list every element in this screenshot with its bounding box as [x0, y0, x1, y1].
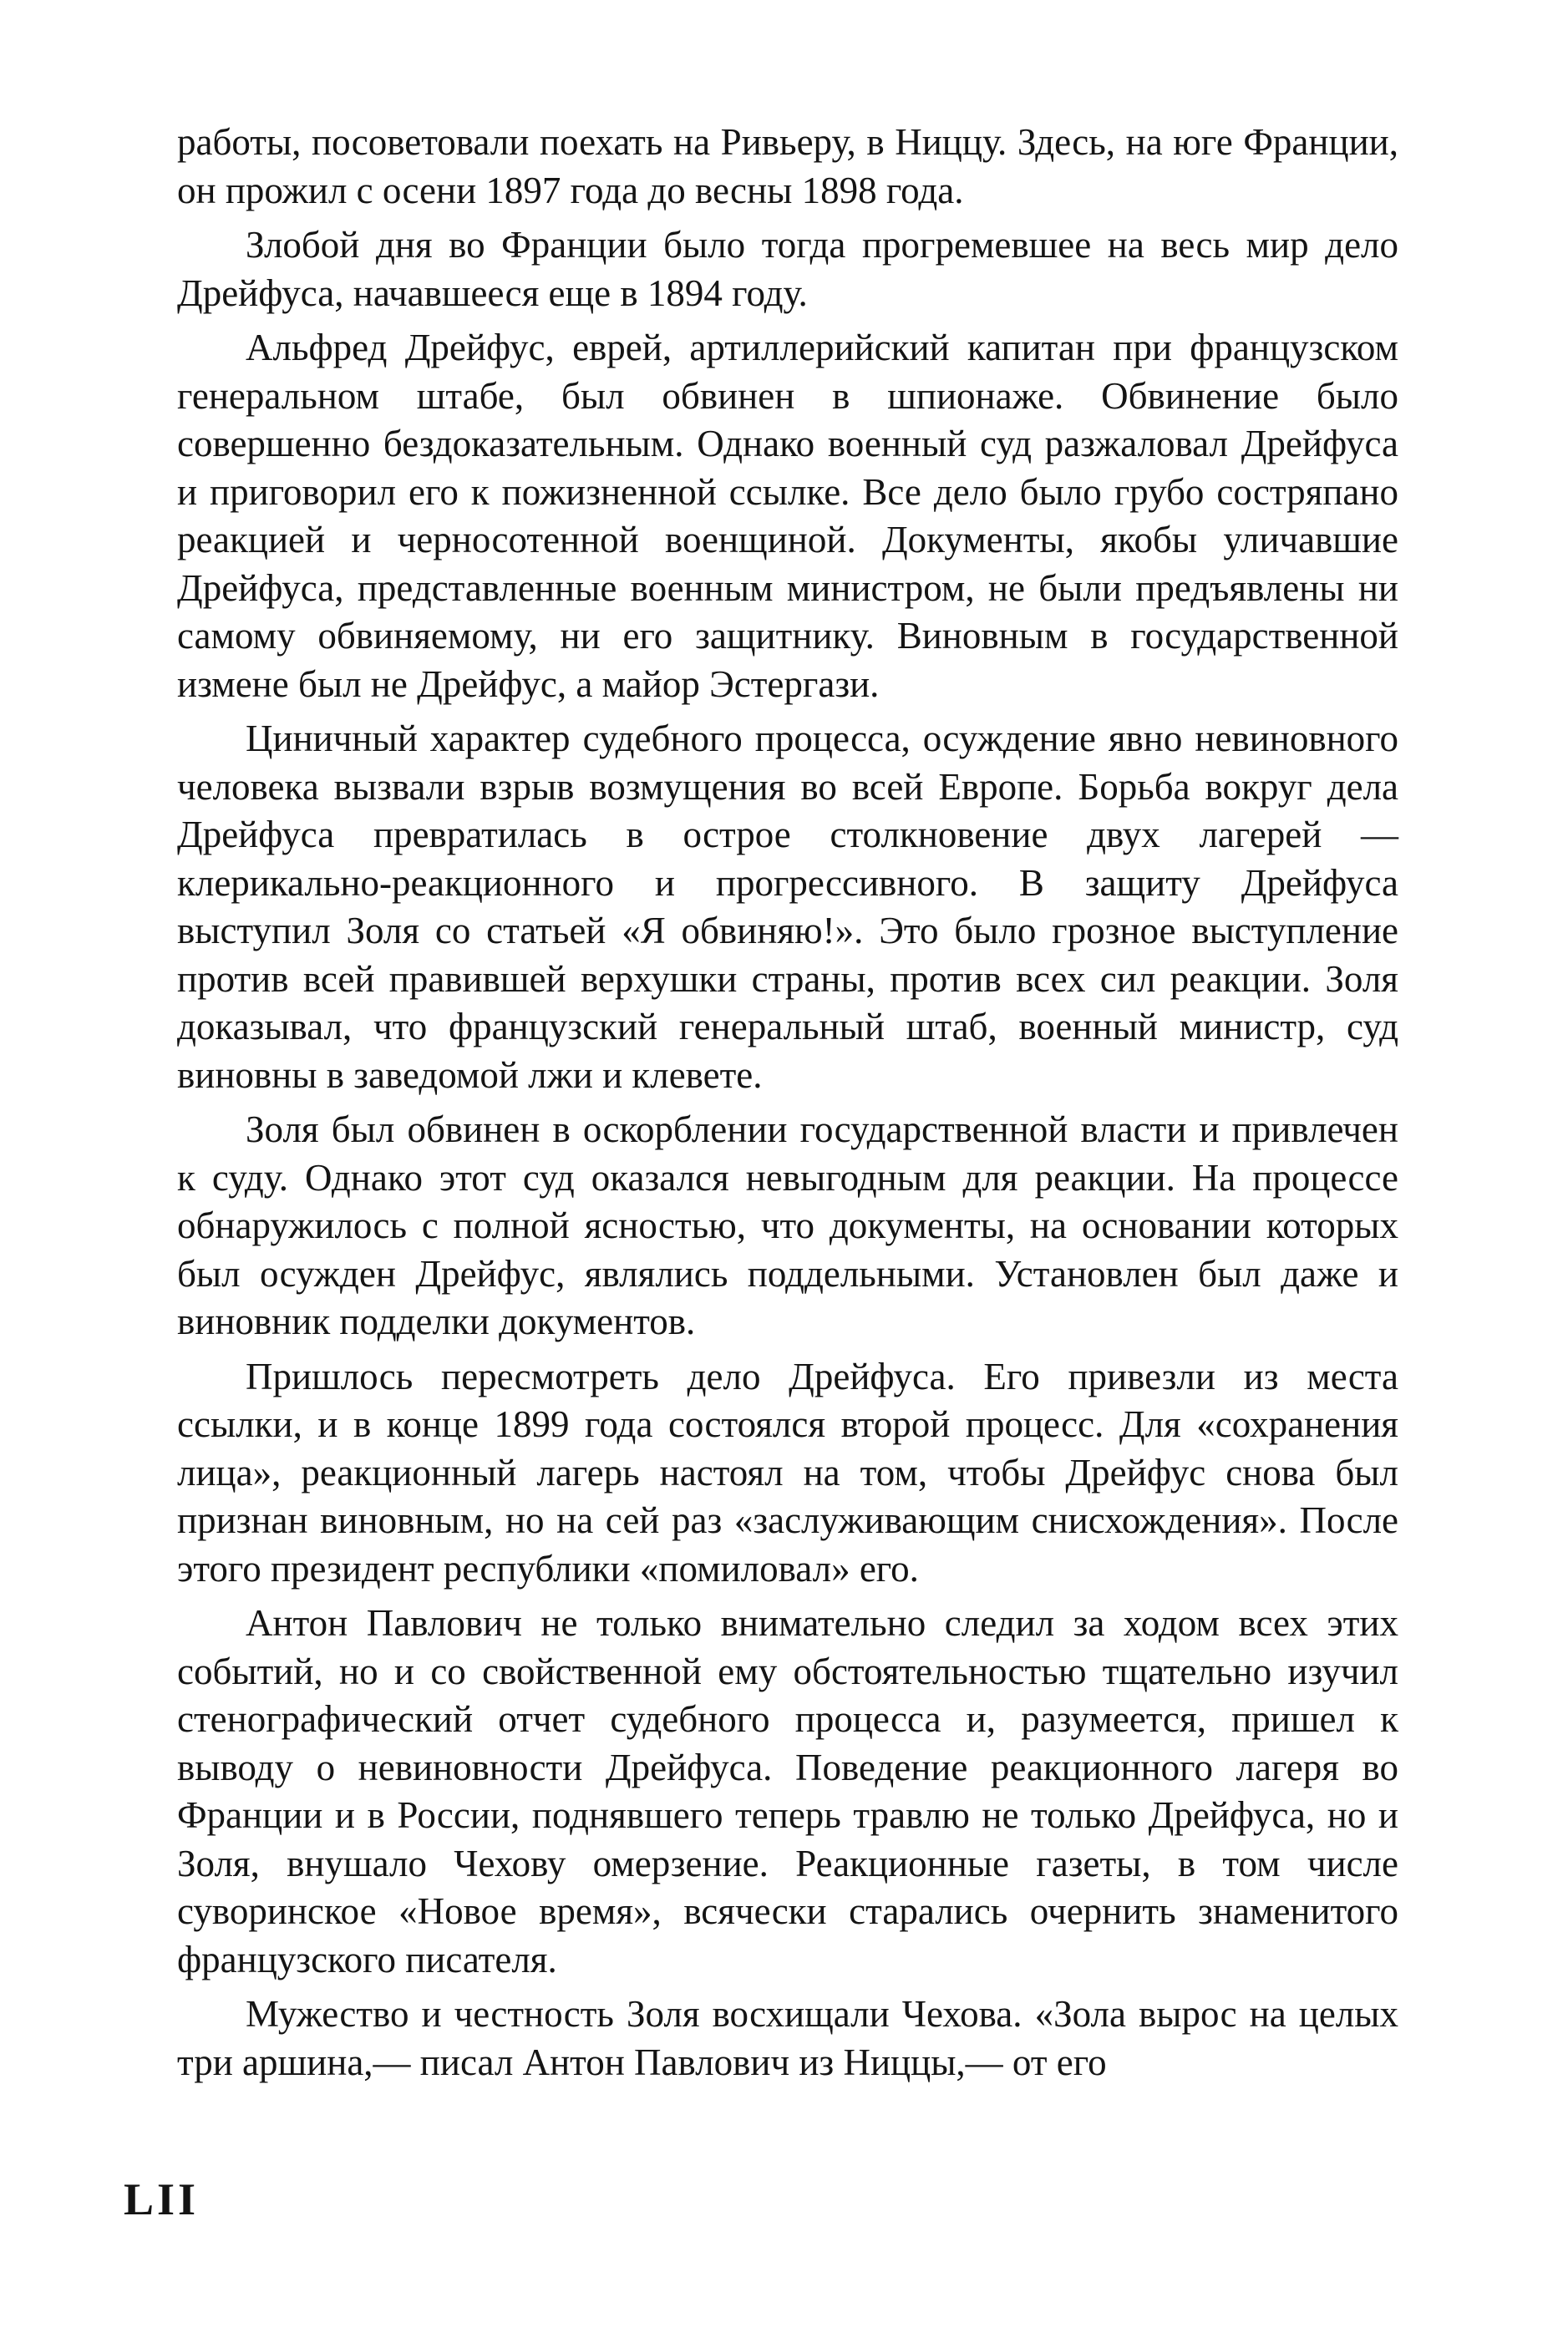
page-number: LII [124, 2174, 200, 2224]
body-text [177, 119, 1398, 2093]
paragraph-1: работы, посоветовали поехать на Ривьеру, в Ниццу. Здесь, на юге Франции, он прожил с осени 1897 года до весны 1898 года. [177, 121, 1398, 211]
paragraph-2: Злобой дня во Франции было тогда прогремевшее на весь мир дело Дрейфуса, начавшееся еще в 1894 году. [177, 224, 1398, 314]
paragraph-8: Мужество и честность Золя восхищали Чехова. «Зола вырос на целых три аршина,— писал Антон Павлович из Ниццы,— от его [177, 1993, 1398, 2083]
paragraph-6: Пришлось пересмотреть дело Дрейфуса. Его привезли из места ссылки, и в конце 1899 года состоялся второй процесс. Для «сохранения лица», реакционный лагерь настоял на том, чтобы Дрейфус снова был признан виновным, но на сей раз «заслуживающим снисхождения». После этого президент республики «помиловал» его. [177, 1355, 1398, 1590]
paragraph-3: Альфред Дрейфус, еврей, артиллерийский капитан при французском генеральном штабе, был обвинен в шпионаже. Обвинение было совершенно бездоказательным. Однако военный суд разжаловал Дрейфуса и приговорил его к пожизненной ссылке. Все дело было грубо состряпано реакцией и черносотенной военщиной. Документы, якобы уличавшие Дрейфуса, представленные военным министром, не были предъявлены ни самому обвиняемому, ни его защитнику. Виновным в государственной измене был не Дрейфус, а майор Эстергази. [177, 327, 1398, 705]
paragraph-5: Золя был обвинен в оскорблении государственной власти и привлечен к суду. Однако этот суд оказался невыгодным для реакции. На процессе обнаружилось с полной ясностью, что документы, на основании которых был осужден Дрейфус, являлись поддельными. Установлен был даже и виновник подделки документов. [177, 1108, 1398, 1342]
paragraph-4: Циничный характер судебного процесса, осуждение явно невиновного человека вызвали взрыв возмущения во всей Европе. Борьба вокруг дела Дрейфуса превратилась в острое столкновение двух лагерей — клерикально-реакционного и прогрессивного. В защиту Дрейфуса выступил Золя со статьей «Я обвиняю!». Это было грозное выступление против всей правившей верхушки страны, против всех сил реакции. Золя доказывал, что французский генеральный штаб, военный министр, суд виновны в заведомой лжи и клевете. [177, 718, 1398, 1096]
paragraph-7: Антон Павлович не только внимательно следил за ходом всех этих событий, но и со свойственной ему обстоятельностью тщательно изучил стенографический отчет судебного процесса и, разумеется, пришел к выводу о невиновности Дрейфуса. Поведение реакционного лагеря во Франции и в России, поднявшего теперь травлю не только Дрейфуса, но и Золя, внушало Чехову омерзение. Реакционные газеты, в том числе суворинское «Новое время», всячески старались очернить знаменитого французского писателя. [177, 1602, 1398, 1980]
